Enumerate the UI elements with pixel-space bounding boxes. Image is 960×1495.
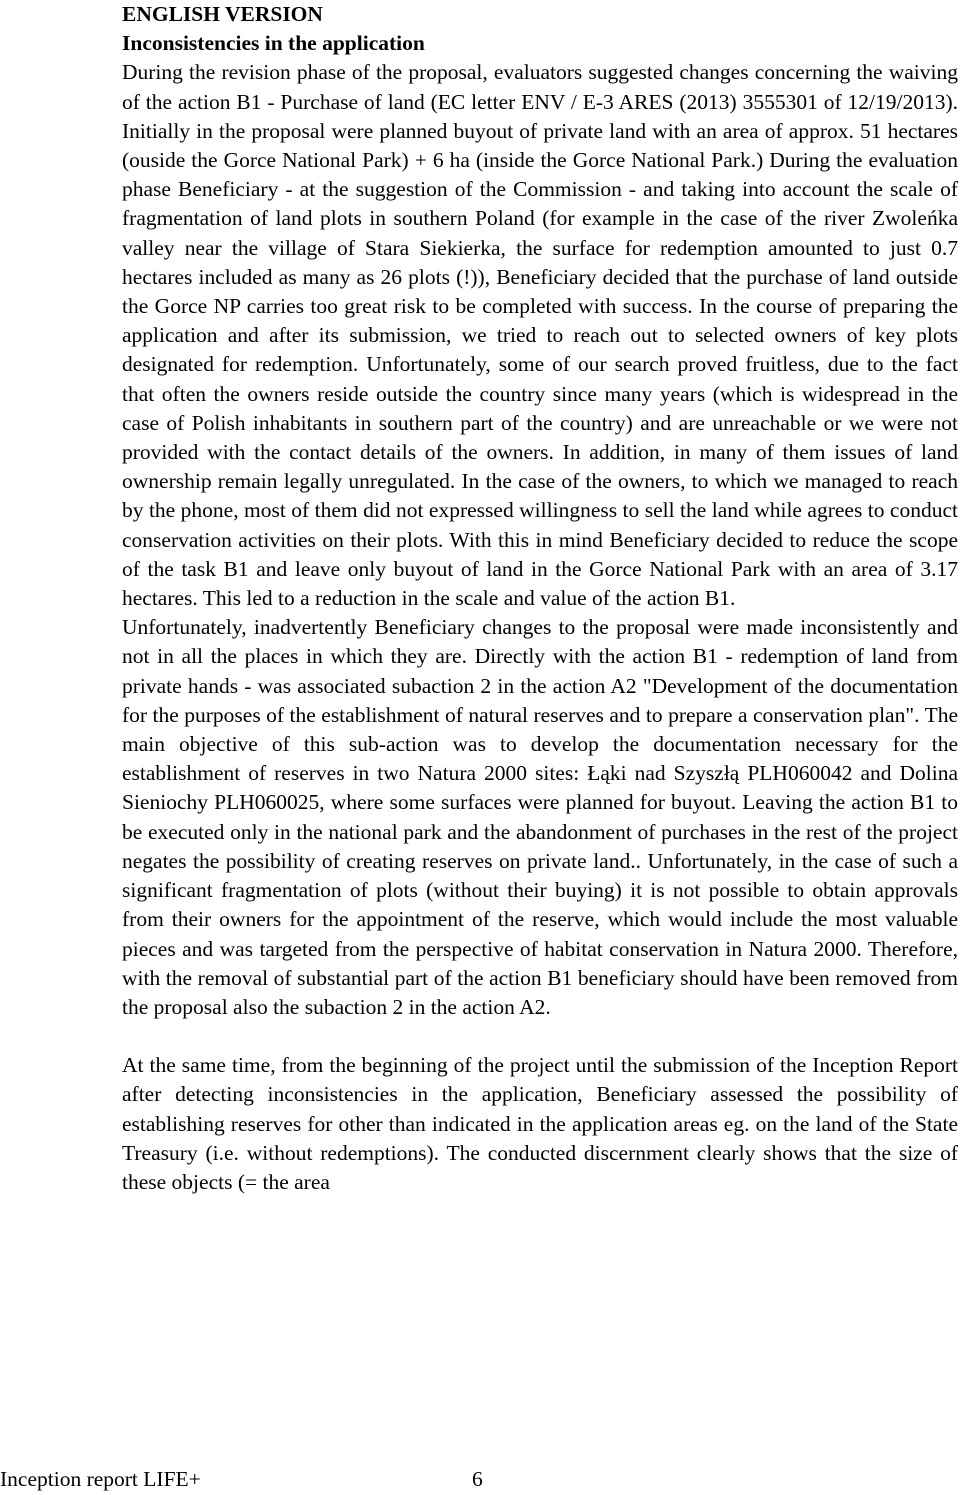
paragraph-inconsistent-changes: Unfortunately, inadvertently Beneficiary changes to the proposal were made inconsistently and not in all the places in which they are. Directly with the action B1 - redemption of land from private hands - was associated subaction 2 in the action A2 "Development of the documentation for the purposes of the establishment of natural reserves and to prepare a conservation plan". The main objective of this sub-action was to develop the documentation necessary for the establishment of reserves in two Natura 2000 sites: Łąki nad Szyszłą PLH060042 and Dolina Sieniochy PLH060025, where some surfaces were planned for buyout. Leaving the action B1 to be executed only in the national park and the abandonment of purchases in the rest of the project negates the possibility of creating reserves on private land.. Unfortunately, in the case of such a significant fragmentation of plots (without their buying) it is not possible to obtain approvals from their owners for the appointment of the reserve, which would include the most valuable pieces and was targeted from the perspective of habitat conservation in Natura 2000. Therefore, with the removal of substantial part of the action B1 beneficiary should have been removed from the proposal also the subaction 2 in the action A2. <box>122 615 958 1019</box>
footer-report-title: Inception report LIFE+ <box>0 1467 201 1491</box>
version-heading: ENGLISH VERSION <box>122 2 323 26</box>
footer-page-number: 6 <box>472 1467 483 1491</box>
paragraph-state-treasury-reserves: At the same time, from the beginning of the project until the submission of the Inception Report after detecting inconsistencies in the application, Beneficiary assessed the possibility of establishing reserves for other than indicated in the application areas eg. on the land of the State Treasury (i.e. without redemptions). The conducted discernment clearly shows that the size of these objects (= the area <box>122 1053 958 1194</box>
document-page <box>122 0 958 1197</box>
paragraph-waiving-action-b1: During the revision phase of the proposal, evaluators suggested changes concerning the waiving of the action B1 - Purchase of land (EC letter ENV / E-3 ARES (2013) 3555301 of 12/19/2013). Initially in the proposal were planned buyout of private land with an area of approx. 51 hectares (ouside the Gorce National Park) + 6 ha (inside the Gorce National Park.) During the evaluation phase Beneficiary - at the suggestion of the Commission - and taking into account the scale of fragmentation of land plots in southern Poland (for example in the case of the river Zwoleńka valley near the village of Stara Siekierka, the surface for redemption amounted to just 0.7 hectares included as many as 26 plots (!)), Beneficiary decided that the purchase of land outside the Gorce NP carries too great risk to be completed with success. In the course of preparing the application and after its submission, we tried to reach out to selected owners of key plots designated for redemption. Unfortunately, some of our search proved fruitless, due to the fact that often the owners reside outside the country since many years (which is widespread in the case of Polish inhabitants in southern part of the country) and are unreachable or we were not provided with the contact details of the owners. In addition, in many of them issues of land ownership remain legally unregulated. In the case of the owners, to which we managed to reach by the phone, most of them did not expressed willingness to sell the land while agrees to conduct conservation activities on their plots. With this in mind Beneficiary decided to reduce the scope of the task B1 and leave only buyout of land in the Gorce National Park with an area of 3.17 hectares. This led to a reduction in the scale and value of the action B1. <box>122 60 958 611</box>
section-heading: Inconsistencies in the application <box>122 31 425 56</box>
